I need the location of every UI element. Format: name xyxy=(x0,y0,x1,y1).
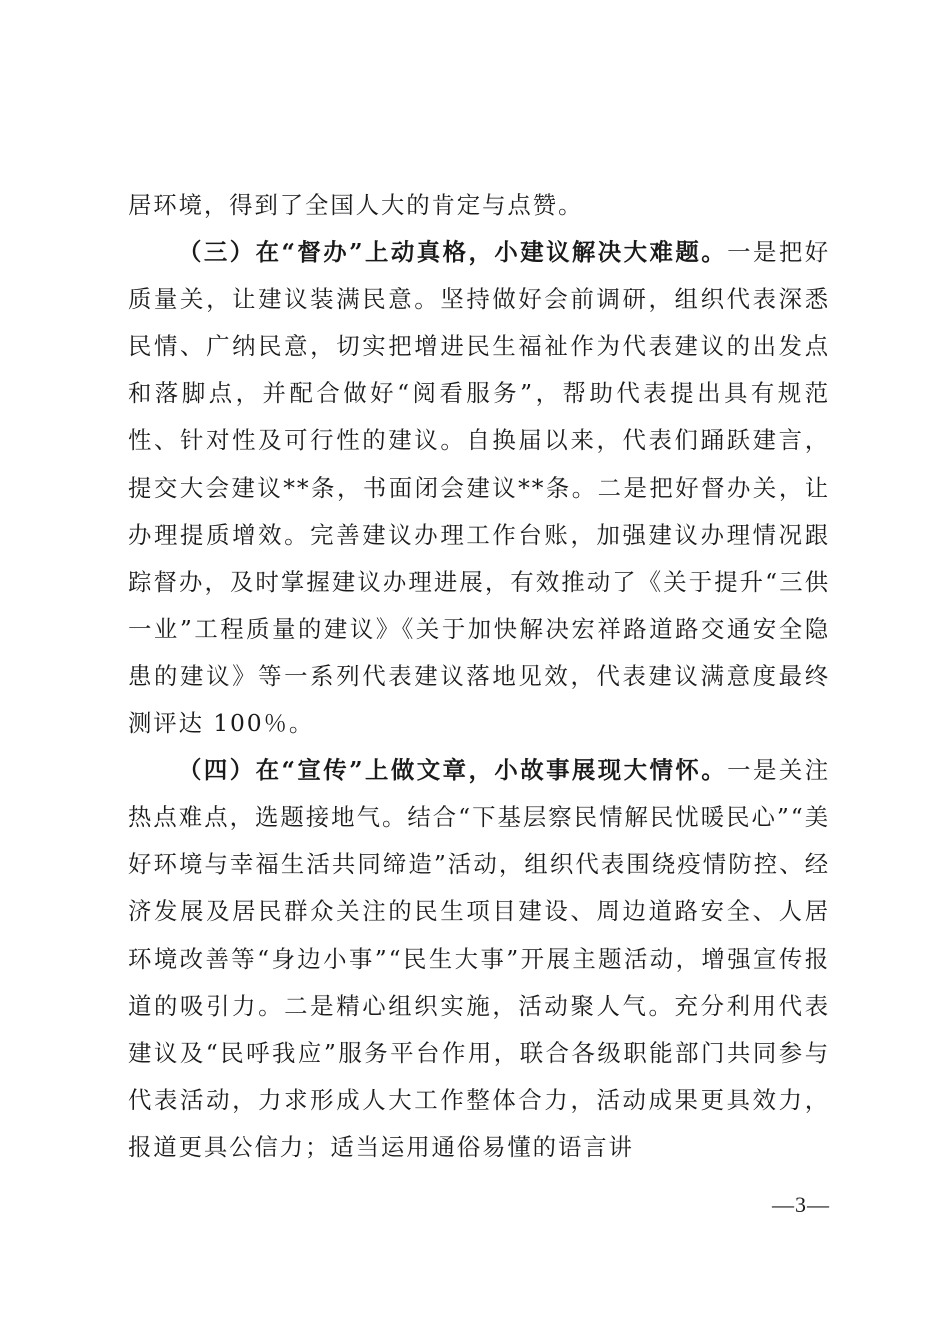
paragraph-continuation xyxy=(128,182,830,229)
section-heading-four: （四）在“宣传”上做文章，小故事展现大情怀。 xyxy=(178,756,728,785)
paragraph-text: 居环境，得到了全国人大的肯定与点赞。 xyxy=(128,191,584,219)
page-number: —3— xyxy=(772,1192,830,1217)
paragraph-text: 一是关注热点难点，选题接地气。结合“下基层察民情解民忧暖民心”“美好环境与幸福生活共同缔造”活动，组织代表围绕疫情防控、经济发展及居民群众关注的民生项目建设、周边道路安全、人居环境改善等“身边小事”“民生大事”开展主题活动，增强宣传报道的吸引力。二是精心组织实施，活动聚人气。充分利用代表建议及“民呼我应”服务平台作用，联合各级职能部门共同参与代表活动，力求形成人大工作整体合力，活动成果更具效力，报道更具公信力；适当运用通俗易懂的语言讲 xyxy=(128,756,830,1161)
paragraph-text: 一是把好质量关，让建议装满民意。坚持做好会前调研，组织代表深悉民情、广纳民意，切实把增进民生福祉作为代表建议的出发点和落脚点，并配合做好“阅看服务”，帮助代表提出具有规范性、针对性及可行性的建议。自换届以来，代表们踊跃建言，提交大会建议**条，书面闭会建议**条。二是把好督办关，让办理提质增效。完善建议办理工作台账，加强建议办理情况跟踪督办，及时掌握建议办理进展，有效推动了《关于提升“三供一业”工程质量的建议》《关于加快解决宏祥路道路交通安全隐患的建议》等一系列代表建议落地见效，代表建议满意度最终测评达 100％。 xyxy=(128,238,830,738)
section-heading-three: （三）在“督办”上动真格，小建议解决大难题。 xyxy=(178,238,728,267)
paragraph-section-three xyxy=(128,229,830,747)
body-text xyxy=(128,182,830,1171)
paragraph-section-four xyxy=(128,747,830,1171)
